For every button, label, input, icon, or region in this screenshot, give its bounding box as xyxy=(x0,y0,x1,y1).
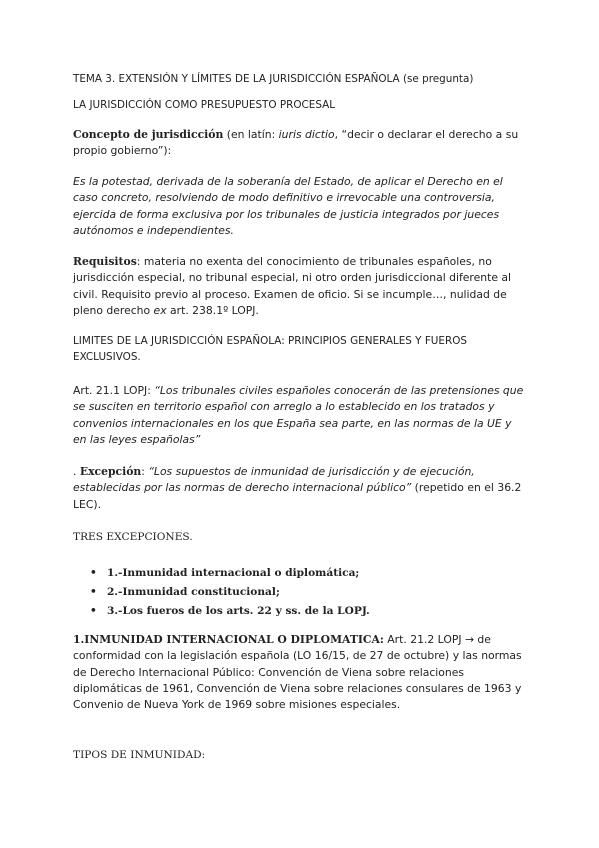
requisitos-ex: ex xyxy=(153,303,167,317)
list-item xyxy=(90,602,562,621)
excepcion-quote: “Los supuestos de inmunidad de jurisdicción y de ejecución, establecidas por las normas de derecho internacional público” xyxy=(73,465,475,495)
title-text: TEMA 3. EXTENSIÓN Y LÍMITES DE LA JURISDICCIÓN ESPAÑOLA xyxy=(73,73,400,85)
list-item-text: 1.-Inmunidad internacional o diplomática; xyxy=(107,567,360,579)
list-item-text: 2.-Inmunidad constitucional; xyxy=(107,586,280,598)
inmunidad-text: Art. 21.2 LOPJ → de conformidad con la legislación española (LO 16/15, de 27 de octubre) y las normas de Derecho Internacional Público: Convención de Viena sobre relaciones diplomáticas de 1961, Convención de Viena sobre relaciones consulares de 1963 y Convenio de Nueva York de 1969 sobre misiones especiales. xyxy=(73,633,522,712)
bullet-icon: • xyxy=(90,567,97,579)
excepcion-term: Excepción xyxy=(79,465,142,478)
art-21-1-paragraph xyxy=(73,383,528,448)
art-21-1-quote: “Los tribunales civiles españoles conocerán de las pretensiones que se susciten en territorio español con arreglo a lo establecido en los tratados y convenios internacionales en los que España sea parte, en las normas de la UE y en las leyes españolas” xyxy=(73,384,524,446)
requisitos-text: : materia no exenta del conocimiento de tribunales españoles, no jurisdicción especial, no tribunal especial, ni otro orden jurisdiccional diferente al civil. Requisito previo al proceso. Examen de oficio. Si se incumple…, nulidad de pleno derecho xyxy=(73,255,512,317)
requisitos-term: Requisitos xyxy=(73,255,137,268)
excepcion-paragraph xyxy=(73,464,528,513)
excepcion-lead: . xyxy=(73,465,80,478)
tipos-heading: TIPOS DE INMUNIDAD: xyxy=(73,749,206,761)
concepto-post: , “decir o declarar el derecho a su propio gobierno”): xyxy=(73,128,519,158)
concepto-pre: (en latín: xyxy=(223,128,279,141)
concepto-paragraph xyxy=(73,127,528,160)
section-heading-presupuesto: LA JURISDICCIÓN COMO PRESUPUESTO PROCESAL xyxy=(73,99,336,111)
concepto-latin: iuris dictio xyxy=(278,128,335,141)
bullet-icon: • xyxy=(90,605,97,617)
bullet-icon: • xyxy=(90,586,97,598)
inmunidad-paragraph xyxy=(73,632,528,713)
section-heading-limites: LIMITES DE LA JURISDICCIÓN ESPAÑOLA: PRINCIPIOS GENERALES Y FUEROS EXCLUSIVOS. xyxy=(73,335,467,363)
excepciones-list xyxy=(73,564,562,621)
art-21-1-ref: Art. 21.1 LOPJ: xyxy=(73,384,155,397)
list-item-text: 3.-Los fueros de los arts. 22 y ss. de la LOPJ. xyxy=(107,605,370,617)
document-title xyxy=(73,71,473,87)
excepcion-tail: (repetido en el 36.2 LEC). xyxy=(73,481,522,511)
concepto-term: Concepto de jurisdicción xyxy=(73,128,224,141)
excepcion-colon: : xyxy=(141,465,149,478)
requisitos-tail: art. 238.1º LOPJ. xyxy=(166,303,259,317)
list-item xyxy=(90,564,562,583)
requisitos-paragraph xyxy=(73,254,528,319)
title-suffix: (se pregunta) xyxy=(399,73,474,85)
tres-excepciones-heading: TRES EXCEPCIONES. xyxy=(73,531,193,543)
definicion-paragraph: Es la potestad, derivada de la soberanía del Estado, de aplicar el Derecho en el caso concreto, resolviendo de modo definitivo e irrevocable una controversia, ejercida de forma exclusiva por los tribunales de justicia integrados por jueces autónomos e independientes. xyxy=(73,175,503,237)
list-item xyxy=(90,583,562,602)
inmunidad-heading: 1.INMUNIDAD INTERNACIONAL O DIPLOMATICA: xyxy=(73,633,384,646)
